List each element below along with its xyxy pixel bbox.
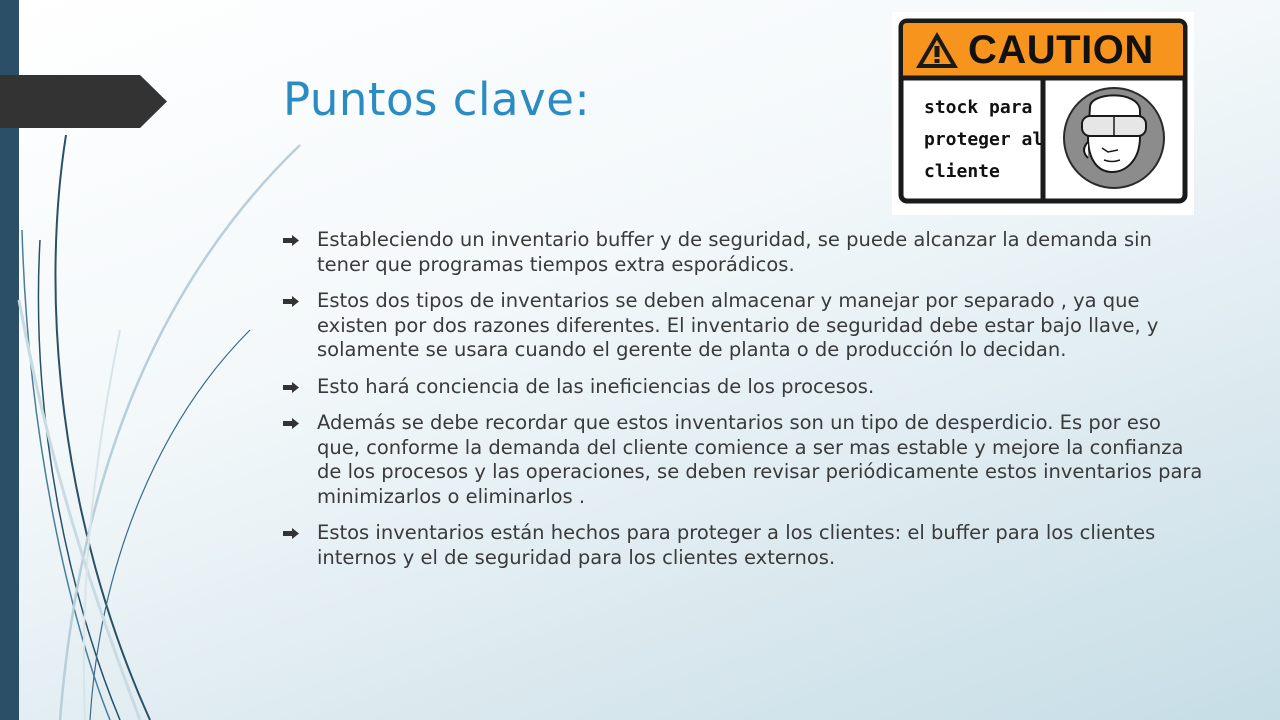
bullet-text: Estos dos tipos de inventarios se deben almacenar y manejar por separado , ya que existen por dos razones diferentes. El inventario de seguridad debe estar bajo llave, y solamente se usara cuando el gerente de planta o de producción lo decidan. [317, 289, 1159, 361]
bullet-text: Además se debe recordar que estos inventarios son un tipo de desperdicio. Es por eso que, conforme la demanda del cliente comience a ser mas estable y mejore la confianza de los procesos y las operaciones, se deben revisar periódicamente estos inventarios para minimizarlos o eliminarlos . [317, 411, 1203, 508]
bullet-text: Estos inventarios están hechos para proteger a los clientes: el buffer para los clientes internos y el de seguridad para los clientes externos. [317, 521, 1156, 569]
bullet-item-3 [283, 375, 1203, 400]
title-tab-arrow [0, 75, 167, 128]
arrow-bullet-icon [283, 296, 299, 307]
caution-header: CAUTION [968, 28, 1154, 72]
bullet-item-5 [283, 521, 1203, 570]
bullet-item-1 [283, 228, 1203, 277]
bullet-text: Esto hará conciencia de las ineficiencias de los procesos. [317, 374, 875, 398]
arrow-bullet-icon [283, 528, 299, 539]
bullet-item-2 [283, 289, 1203, 363]
bullet-list [283, 228, 1203, 582]
caution-sign-image [892, 12, 1194, 215]
bullet-text: Estableciendo un inventario buffer y de seguridad, se puede alcanzar la demanda sin tener que programas tiempos extra esporádicos. [317, 228, 1152, 276]
arrow-bullet-icon [283, 418, 299, 429]
arrow-bullet-icon [283, 235, 299, 246]
caution-sign-text: stock para proteger al cliente [924, 97, 1044, 182]
bullet-item-4 [283, 411, 1203, 509]
arrow-bullet-icon [283, 382, 299, 393]
slide-title: Puntos clave: [283, 73, 591, 126]
